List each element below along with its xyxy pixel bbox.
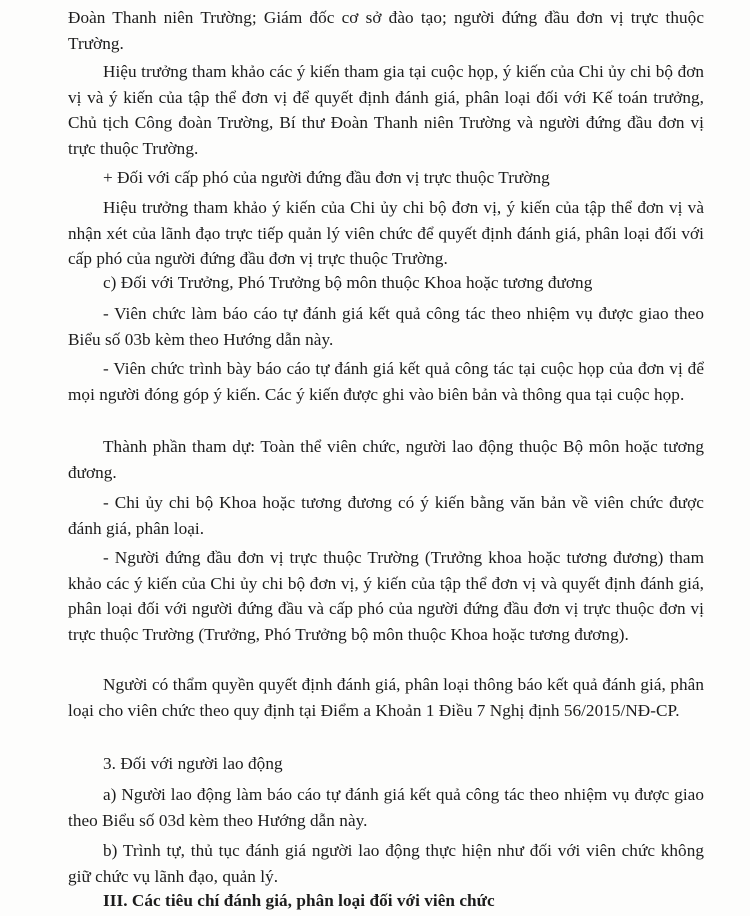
paragraph-unit-head-decision: - Người đứng đầu đơn vị trực thuộc Trường (Trưởng khoa hoặc tương đương) tham khảo các ý kiến của Chi ủy chi bộ đơn vị, ý kiến của tập thể đơn vị và quyết định đánh giá, phân loại đối với người đứng đầu và cấp phó của người đứng đầu đơn vị trực thuộc đơn vị trực thuộc Trường (Trưởng, Phó Trưởng bộ môn thuộc Khoa hoặc tương đương). [68,548,704,644]
paragraph-attendees: Thành phần tham dự: Toàn thể viên chức, người lao động thuộc Bộ môn hoặc tương đương. [68,437,704,482]
section-heading-3: 3. Đối với người lao động [103,754,283,773]
paragraph-worker-self-report: a) Người lao động làm báo cáo tự đánh giá kết quả công tác theo nhiệm vụ được giao theo Biểu số 03d kèm theo Hướng dẫn này. [68,785,704,830]
paragraph-present-report: - Viên chức trình bày báo cáo tự đánh giá kết quả công tác tại cuộc họp của đơn vị để mọi người đóng góp ý kiến. Các ý kiến được ghi vào biên bản và thông qua tại cuộc họp. [68,359,704,404]
paragraph-worker-procedure: b) Trình tự, thủ tục đánh giá người lao động thực hiện như đối với viên chức không giữ chức vụ lãnh đạo, quản lý. [68,841,704,886]
paragraph-principal-consults: Hiệu trưởng tham khảo các ý kiến tham gia tại cuộc họp, ý kiến của Chi ủy chi bộ đơn vị và ý kiến của tập thể đơn vị để quyết định đánh giá, phân loại đối với Kế toán trưởng, Chủ tịch Công đoàn Trường, Bí thư Đoàn Thanh niên Trường và người đứng đầu đơn vị trực thuộc Trường. [68,62,704,158]
paragraph-deputy-evaluation: Hiệu trưởng tham khảo ý kiến của Chi ủy chi bộ đơn vị, ý kiến của tập thể đơn vị và nhận xét của lãnh đạo trực tiếp quản lý viên chức để quyết định đánh giá, phân loại đối với cấp phó của người đứng đầu đơn vị trực thuộc Trường. [68,198,704,268]
section-heading-iii: III. Các tiêu chí đánh giá, phân loại đối với viên chức [103,891,495,910]
paragraph-deputy-heading: + Đối với cấp phó của người đứng đầu đơn vị trực thuộc Trường [103,168,550,187]
paragraph-party-cell-opinion: - Chi ủy chi bộ Khoa hoặc tương đương có ý kiến bằng văn bản về viên chức được đánh giá, phân loại. [68,493,704,538]
paragraph-self-report: - Viên chức làm báo cáo tự đánh giá kết quả công tác theo nhiệm vụ được giao theo Biểu số 03b kèm theo Hướng dẫn này. [68,304,704,349]
section-heading-c: c) Đối với Trưởng, Phó Trưởng bộ môn thuộc Khoa hoặc tương đương [103,273,593,292]
paragraph-continuation: Đoàn Thanh niên Trường; Giám đốc cơ sở đào tạo; người đứng đầu đơn vị trực thuộc Trường. [68,8,704,53]
paragraph-notify-results: Người có thẩm quyền quyết định đánh giá, phân loại thông báo kết quả đánh giá, phân loại cho viên chức theo quy định tại Điểm a Khoản 1 Điều 7 Nghị định 56/2015/NĐ-CP. [68,675,704,720]
